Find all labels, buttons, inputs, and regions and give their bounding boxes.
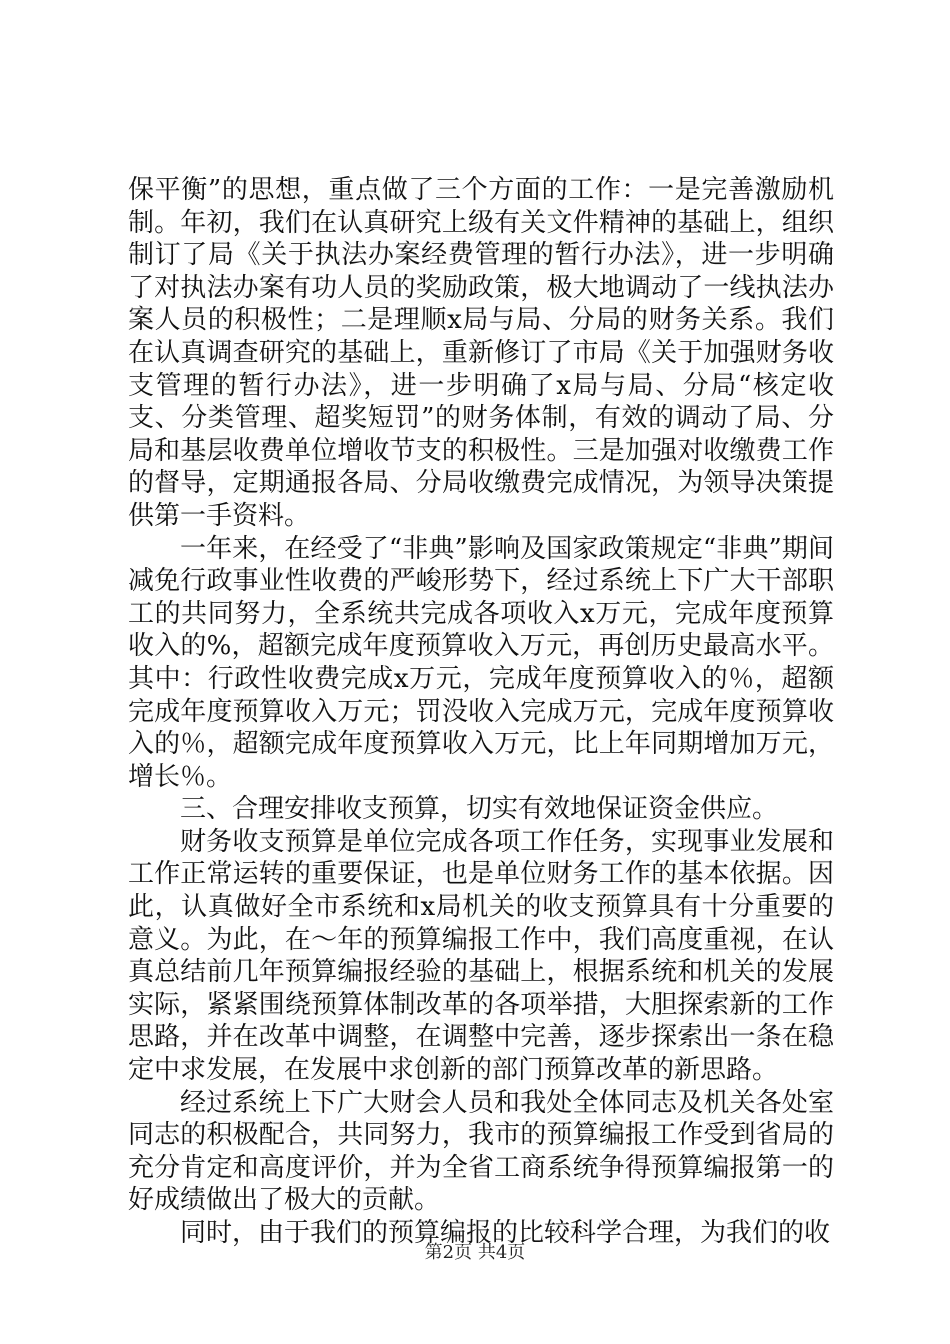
page-number-footer: 第2页 共4页 — [424, 1242, 526, 1263]
paragraph-budget-recognition: 经过系统上下广大财会人员和我处全体同志及机关各处室同志的积极配合，共同努力，我市的预算编报工作受到省局的充分肯定和高度评价，并为全省工商系统争得预算编报第一的好成绩做出了极大的贡献。 — [128, 1087, 834, 1216]
document-body — [128, 174, 834, 1250]
paragraph-budget-continuation: 同时，由于我们的预算编报的比较科学合理，为我们的收 — [180, 1218, 831, 1248]
paragraph-continuation: 保平衡”的思想，重点做了三个方面的工作：一是完善激励机制。年初，我们在认真研究上级有关文件精神的基础上，组织制订了局《关于执法办案经费管理的暂行办法》，进一步明确了对执法办案有功人员的奖励政策，极大地调动了一线执法办案人员的积极性；二是理顺x局与局、分局的财务关系。我们在认真调查研究的基础上，重新修订了市局《关于加强财务收支管理的暂行办法》，进一步明确了x局与局、分局“核定收支、分类管理、超奖短罚”的财务体制，有效的调动了局、分局和基层收费单位增收节支的积极性。三是加强对收缴费工作的督导，定期通报各局、分局收缴费完成情况，为领导决策提供第一手资料。 — [128, 175, 834, 531]
section-heading-budget: 三、合理安排收支预算，切实有效地保证资金供应。 — [180, 794, 779, 825]
paragraph-revenue-summary: 一年来，在经受了“非典”影响及国家政策规定“非典”期间减免行政事业性收费的严峻形势下，经过系统上下广大干部职工的共同努力，全系统共完成各项收入x万元，完成年度预算收入的%，超额完成年度预算收入万元，再创历史最高水平。其中：行政性收费完成x万元，完成年度预算收入的％，超额完成年度预算收入万元；罚没收入完成万元，完成年度预算收入的％，超额完成年度预算收入万元，比上年同期增加万元，增长％。 — [128, 533, 834, 792]
paragraph-budget-importance: 财务收支预算是单位完成各项工作任务，实现事业发展和工作正常运转的重要保证，也是单位财务工作的基本依据。因此，认真做好全市系统和x局机关的收支预算具有十分重要的意义。为此，在～年的预算编报工作中，我们高度重视，在认真总结前几年预算编报经验的基础上，根据系统和机关的发展实际，紧紧围绕预算体制改革的各项举措，大胆探索新的工作思路，并在改革中调整，在调整中完善，逐步探索出一条在稳定中求发展，在发展中求创新的部门预算改革的新思路。 — [128, 826, 834, 1086]
